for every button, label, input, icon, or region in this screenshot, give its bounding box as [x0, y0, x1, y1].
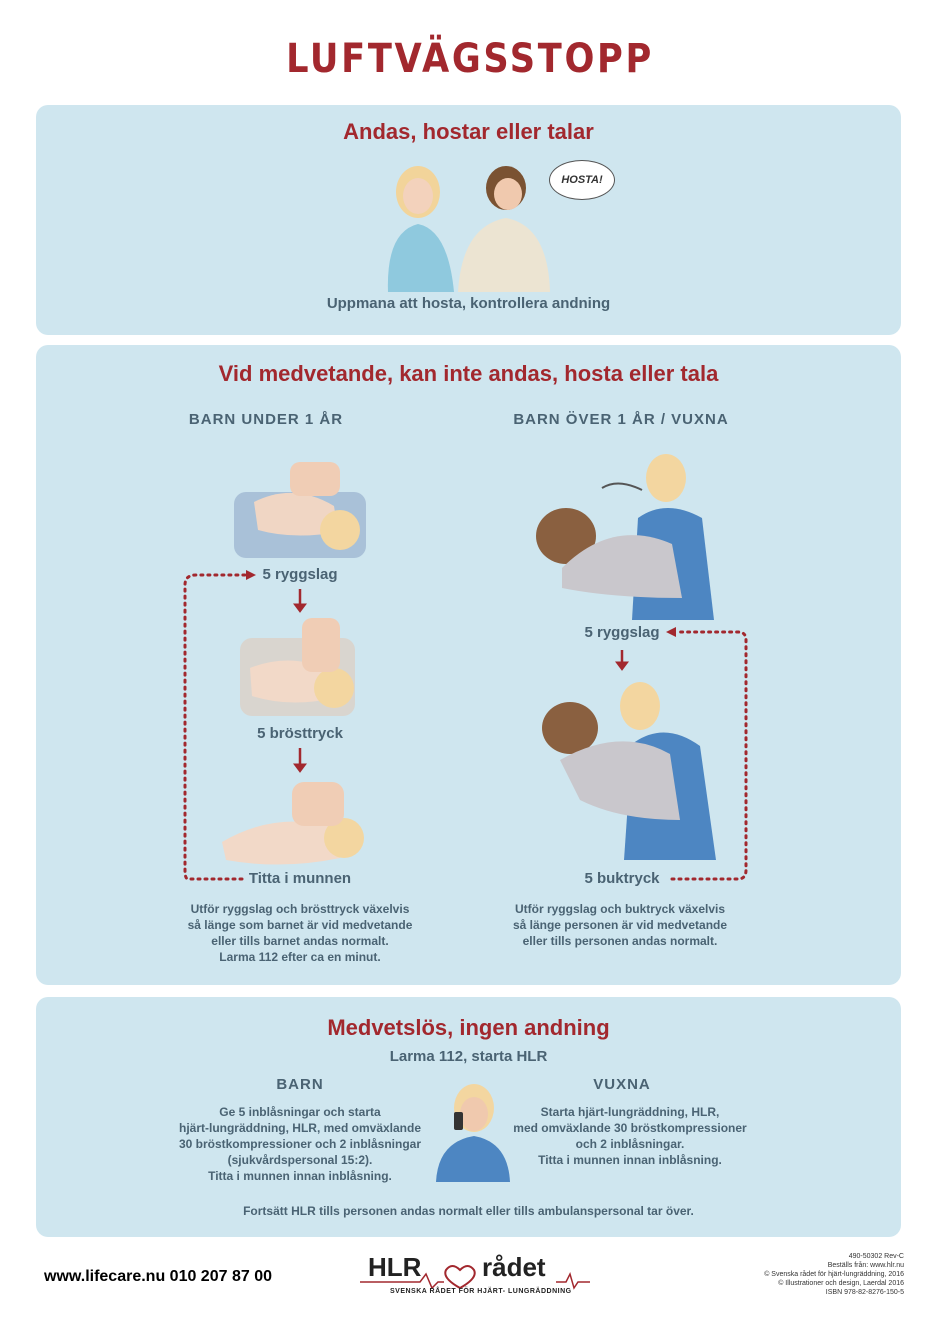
- cpr-child-text: Ge 5 inblåsningar och starta hjärt-lungräddning, HLR, med omväxlande 30 bröstkompressioner och 2 inblåsningar (sjukvårdspersonal 15:2). Titta i munnen innan inblåsning.: [178, 1105, 422, 1183]
- infant-step-check-mouth: Titta i munnen: [248, 870, 352, 887]
- cpr-adult-title: VUXNA: [593, 1076, 651, 1093]
- adult-column-title: BARN ÖVER 1 ÅR / VUXNA: [513, 411, 729, 428]
- cpr-child-title: BARN: [276, 1076, 324, 1093]
- logo-subtitle: SVENSKA RÅDET FÖR HJÄRT- LUNGRÄDDNING: [390, 1288, 572, 1295]
- section1-caption: Uppmana att hosta, kontrollera andning: [326, 295, 611, 312]
- page-title: LUFTVÄGSSTOPP: [286, 36, 654, 82]
- section3-heading: Medvetslös, ingen andning: [327, 1015, 610, 1040]
- hlr-radet-logo: [360, 1252, 590, 1302]
- phone-call-illustration: [432, 1078, 512, 1182]
- contact-info: www.lifecare.nu 010 207 87 00: [44, 1268, 272, 1285]
- section3-subheading: Larma 112, starta HLR: [389, 1048, 548, 1065]
- adult-step-back-blows: 5 ryggslag: [584, 624, 660, 641]
- section2-heading: Vid medvetande, kan inte andas, hosta eller tala: [218, 361, 719, 386]
- infant-step-chest-thrusts: 5 brösttryck: [257, 725, 343, 742]
- infant-column-title: BARN UNDER 1 ÅR: [188, 411, 344, 428]
- logo-text-hlr: HLR: [368, 1252, 422, 1282]
- fineprint: 490-50302 Rev-C Beställs från: www.hlr.nu © Svenska rådet för hjärt-lungräddning, 2016 © Illustrationer och design, Laerdal 2016 ISBN 978-82-8276-150-5: [764, 1253, 904, 1296]
- infant-note: Utför ryggslag och brösttryck växelvis så länge som barnet är vid medvetande eller tills barnet andas normalt. Larma 112 efter ca en minut.: [187, 902, 413, 964]
- cpr-continue-text: Fortsätt HLR tills personen andas normalt eller tills ambulanspersonal tar över.: [243, 1204, 694, 1218]
- adult-step-abdominal-thrusts: 5 buktryck: [584, 870, 660, 887]
- heart-pulse-icon: [360, 1262, 590, 1290]
- cpr-adult-text: Starta hjärt-lungräddning, HLR, med omväxlande 30 bröstkompressioner och 2 inblåsningar. Titta i munnen innan inblåsning.: [513, 1105, 747, 1167]
- speech-bubble: HOSTA!: [549, 160, 615, 200]
- infant-step-back-blows: 5 ryggslag: [262, 566, 338, 583]
- logo-text-radet: rådet: [482, 1252, 546, 1282]
- section1-heading: Andas, hostar eller talar: [343, 119, 594, 144]
- adult-note: Utför ryggslag och buktryck växelvis så länge personen är vid medvetande eller tills personen andas normalt.: [512, 902, 728, 948]
